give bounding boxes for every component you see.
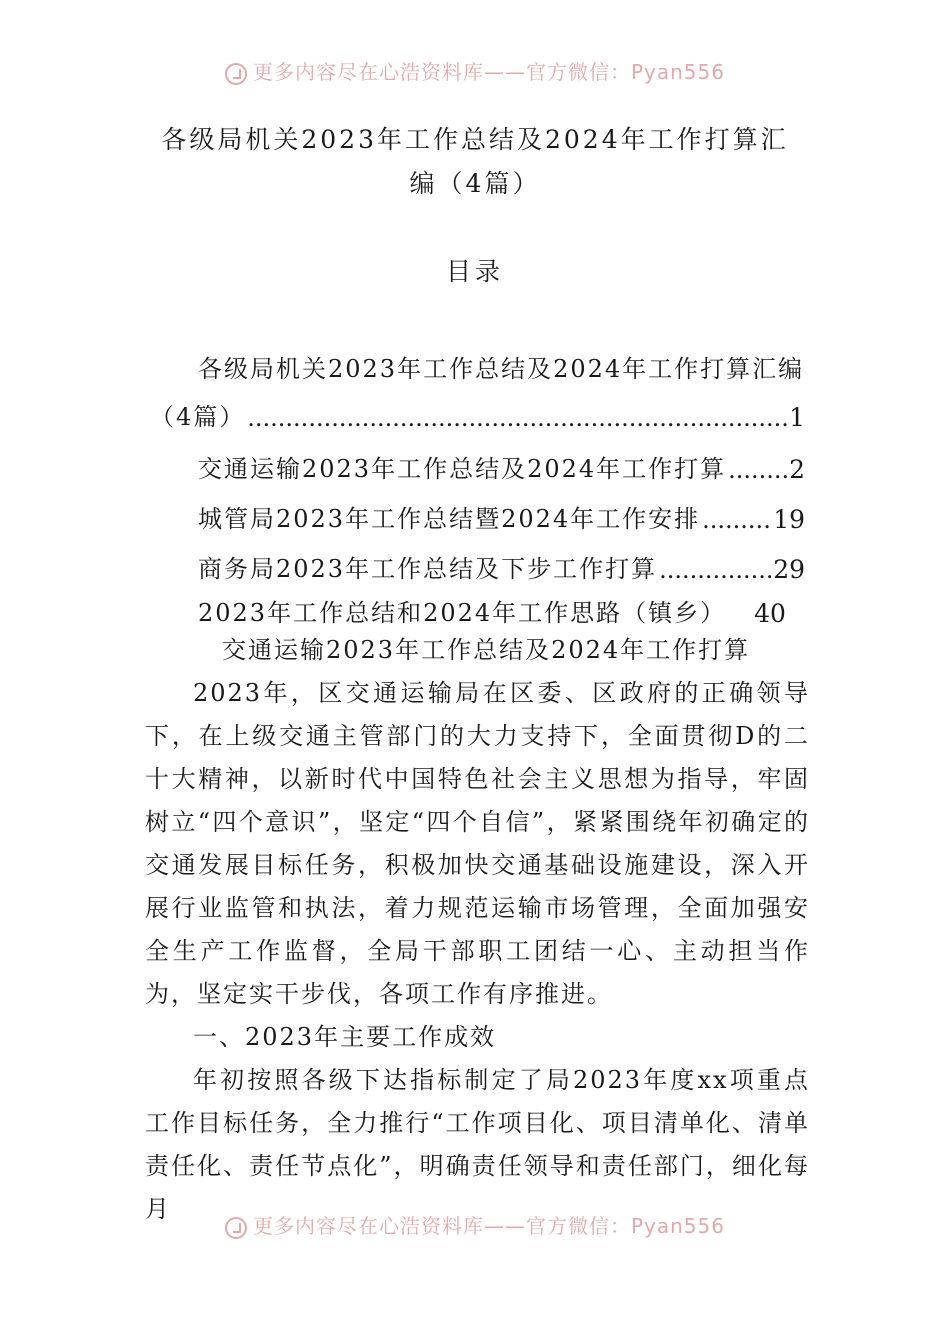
toc-entry-3[interactable] [198,494,805,534]
toc-entry-4[interactable] [198,544,805,584]
heading-1: 一、2023年主要工作成效 [193,1023,497,1051]
toc-entry-2[interactable] [198,444,805,484]
toc-leader-dots [728,456,787,484]
watermark-text: 更多内容尽在心浩资料库——官方微信：Pyan556 [252,60,725,84]
toc-page-number: 19 [773,505,805,534]
watermark-top [0,56,950,85]
toc-entry-text: （4篇） [150,403,246,431]
toc-leader-dots [659,556,771,584]
document-title: 各级局机关2023年工作总结及2024年工作打算汇编（4篇） [161,125,789,198]
toc-entry-text: 交通运输2023年工作总结及2024年工作打算 [198,455,727,483]
toc-heading: 目录 [445,257,504,286]
watermark-logo-icon [225,63,247,85]
toc-entry-text: 各级局机关2023年工作总结及2024年工作打算汇编 [198,355,805,383]
toc-page-number: 2 [789,455,805,484]
paragraph: 2023年，区交通运输局在区委、区政府的正确领导下，在上级交通主管部门的大力支持下，全面贯彻D的二十大精神，以新时代中国特色社会主义思想为指导，牢固树立“四个意识”，坚定“四个自信”，紧紧围绕年初确定的交通发展目标任务，积极加快交通基础设施建设，深入开展行业监管和执法，着力规范运输市场管理，全面加强安全生产工作监督，全局干部职工团结一心、主动担当作为，坚定实干步伐，各项工作有序推进。 [145,679,810,1008]
body-text [145,672,810,1231]
toc-entry-1-line1[interactable] [198,344,805,384]
toc-leader-dots [702,506,771,534]
toc-page-number: 29 [773,555,805,584]
toc-page-number: 40 [754,599,786,628]
watermark-bottom [0,1210,950,1239]
paragraph: 年初按照各级下达指标制定了局2023年度xx项重点工作目标任务，全力推行“工作项目化、项目清单化、清单责任化、责任节点化”，明确责任领导和责任部门，细化每月 [145,1066,810,1223]
watermark-logo-icon [225,1217,247,1239]
section-title: 交通运输2023年工作总结及2024年工作打算 [222,636,751,664]
toc-page-number: 1 [789,403,805,432]
toc-leader-dots [247,404,787,432]
toc-entry-5[interactable] [198,588,786,628]
toc-entry-text: 商务局2023年工作总结及下步工作打算 [198,555,658,583]
watermark-text: 更多内容尽在心浩资料库——官方微信：Pyan556 [252,1214,725,1238]
toc-entry-text: 城管局2023年工作总结暨2024年工作安排 [198,505,701,533]
toc-entry-text: 2023年工作总结和2024年工作思路（镇乡） [198,599,727,627]
toc-entry-1-line2[interactable] [150,392,805,432]
